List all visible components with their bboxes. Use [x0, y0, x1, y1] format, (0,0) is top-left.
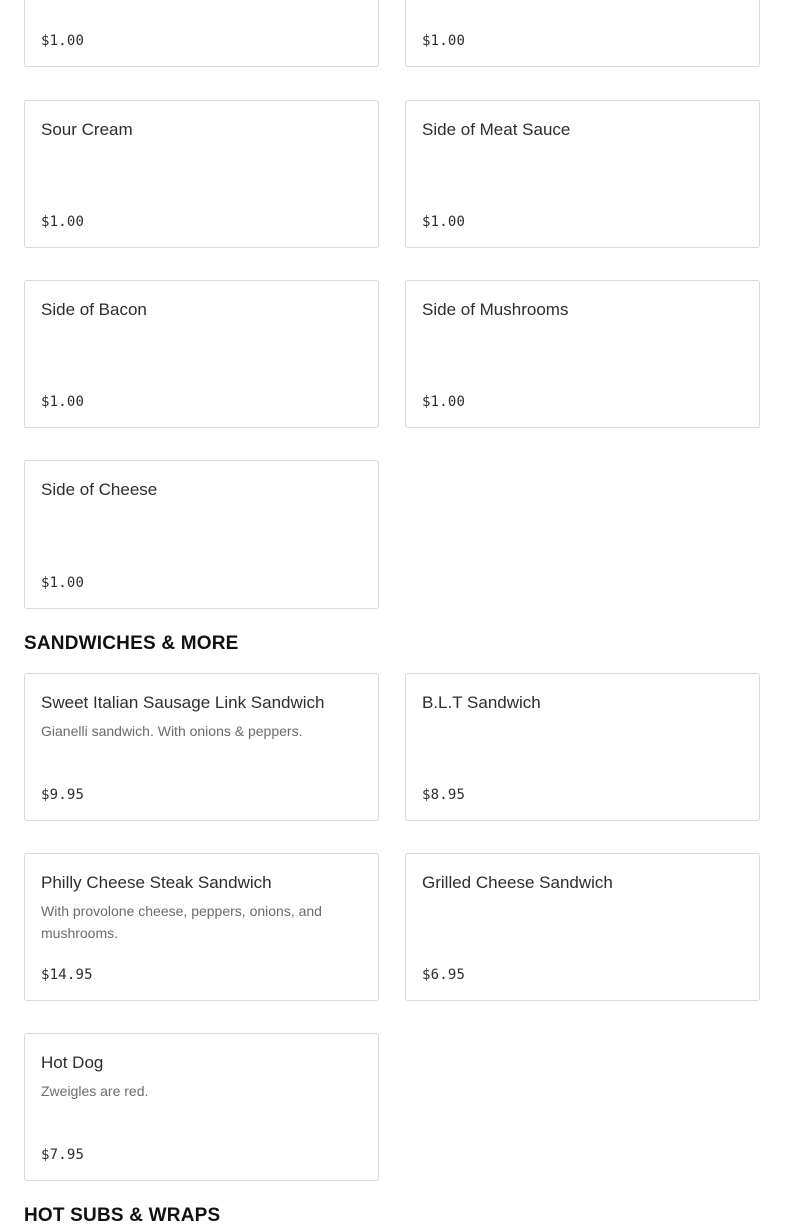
- menu-item-price: $14.95: [41, 967, 93, 983]
- menu-item-description: Gianelli sandwich. With onions & peppers.: [41, 723, 303, 739]
- menu-item-card[interactable]: [405, 280, 760, 428]
- menu-item-card[interactable]: [405, 100, 760, 248]
- menu-item-price: $1.00: [41, 394, 85, 410]
- menu-item-card[interactable]: [24, 0, 379, 67]
- menu-item-description: Zweigles are red.: [41, 1083, 149, 1099]
- menu-item-card[interactable]: [405, 673, 760, 821]
- menu-item-name: Sweet Italian Sausage Link Sandwich: [41, 693, 325, 712]
- section-title: HOT SUBS & WRAPS: [24, 1205, 221, 1226]
- menu-item-card[interactable]: [24, 1033, 379, 1181]
- menu-item-card[interactable]: [24, 280, 379, 428]
- menu-item-card[interactable]: [24, 853, 379, 1001]
- menu-item-card[interactable]: [24, 460, 379, 609]
- menu-item-price: $1.00: [422, 214, 466, 230]
- menu-item-name: Hot Dog: [41, 1053, 104, 1072]
- menu-item-name: Side of Mushrooms: [422, 300, 569, 319]
- menu-item-name: Grilled Cheese Sandwich: [422, 873, 613, 892]
- menu-item-price: $1.00: [41, 214, 85, 230]
- section-title: SANDWICHES & MORE: [24, 633, 239, 654]
- menu-item-price: $1.00: [422, 33, 466, 49]
- menu-item-price: $7.95: [41, 1147, 85, 1163]
- menu-item-name: Philly Cheese Steak Sandwich: [41, 873, 272, 892]
- menu-item-price: $9.95: [41, 787, 85, 803]
- menu-item-name: Sour Cream: [41, 120, 133, 139]
- menu-item-card[interactable]: [405, 0, 760, 67]
- menu-item-card[interactable]: [24, 100, 379, 248]
- menu-item-card[interactable]: [405, 853, 760, 1001]
- menu-item-description: With provolone cheese, peppers, onions, and mushrooms.: [41, 903, 322, 941]
- menu-item-name: Side of Cheese: [41, 480, 158, 499]
- menu-item-price: $6.95: [422, 967, 466, 983]
- menu-item-name: Side of Bacon: [41, 300, 147, 319]
- menu-item-price: $1.00: [41, 33, 85, 49]
- menu-item-price: $1.00: [41, 575, 85, 591]
- menu-item-price: $8.95: [422, 787, 466, 803]
- menu-item-card[interactable]: [24, 673, 379, 821]
- menu-item-name: Side of Meat Sauce: [422, 120, 571, 139]
- menu-item-name: B.L.T Sandwich: [422, 693, 541, 712]
- menu-item-price: $1.00: [422, 394, 466, 410]
